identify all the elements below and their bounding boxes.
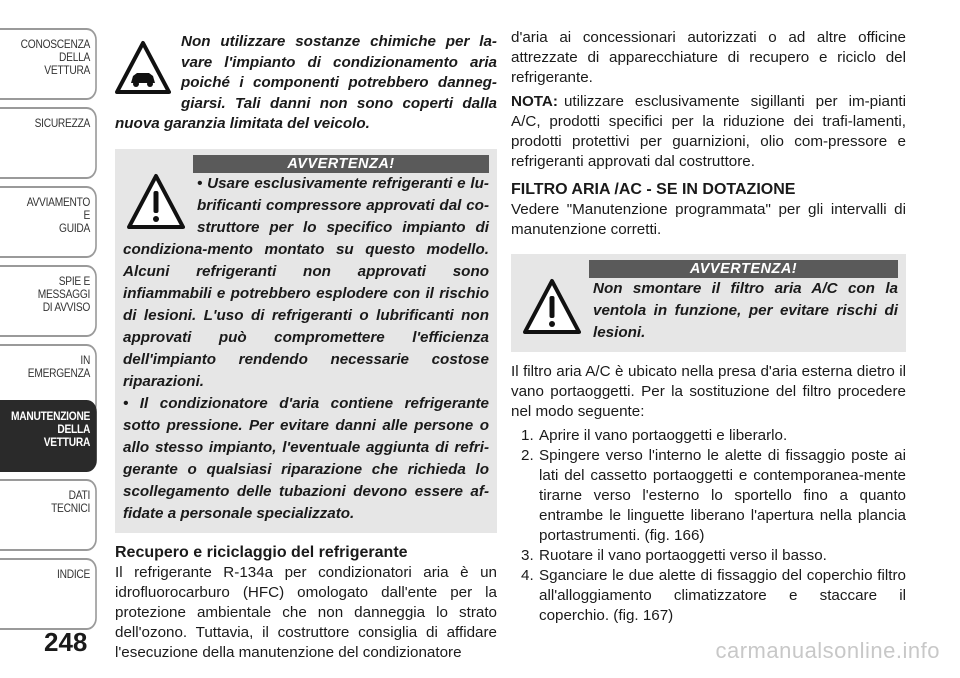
tab-manutenzione-della-vettura[interactable]: MANUTENZIONE DELLA VETTURA: [0, 400, 97, 472]
tab-conoscenza-della-vettura[interactable]: CONOSCENZA DELLA VETTURA: [0, 28, 97, 100]
tab-indice[interactable]: INDICE: [0, 558, 97, 630]
list-item: 1. Aprire il vano portaoggetti e liberarlo.: [521, 427, 788, 444]
tab-dati-tecnici[interactable]: DATI TECNICI: [0, 479, 97, 551]
tab-sicurezza[interactable]: SICUREZZA: [0, 107, 97, 179]
tab-spie-e-messaggi[interactable]: SPIE E MESSAGGI DI AVVISO: [0, 265, 97, 337]
nota-text: utilizzare esclusivamente sigillanti per im-pianti A/C, prodotti specifici per la riduzione dei trafi-lamenti, prodotti protettivi per guarnizioni, olio com-pressore e refrigeranti approvati dal costruttore.: [511, 93, 906, 170]
continued-paragraph: d'aria ai concessionari autorizzati o ad altre officine attrezzate di apparecchiature di recupero e riciclo del refrigerante.: [511, 29, 906, 86]
warning-bullet-2: • Il condizionatore d'aria contiene refrigerante sotto pressione. Per evitare danni alle persone o allo stesso impianto, l'eventuale aggiunta di refri-gerante o qualsiasi riparazione che richieda lo scollegamento delle tubazioni devono essere af-fidate a personale specializzato.: [123, 394, 489, 522]
caution-note: [115, 28, 497, 135]
section-title-refrigerant: Recupero e riciclaggio del refrigerante: [115, 543, 408, 561]
caution-car-icon: [115, 40, 171, 96]
filter-body: Il filtro aria A/C è ubicato nella presa d'aria esterna dietro il vano portaoggetti. Per la sostituzione del filtro procedere nel modo seguente:: [511, 363, 906, 420]
caution-text: Non utilizzare sostanze chimiche per la-vare l'impianto di condizionamento aria poiché i componenti potrebbero danneg-giarsi. Tali danni non sono coperti dalla nuova garanzia limitata del veicolo.: [115, 33, 497, 132]
warning-title: AVVERTENZA!: [589, 260, 898, 278]
warning-text: Non smontare il filtro aria A/C con la ventola in funzione, per evitare rischi di lesioni.: [593, 280, 898, 341]
filter-intro: Vedere "Manutenzione programmata" per gli intervalli di manutenzione corretti.: [511, 201, 906, 238]
warning-box-refrigerants: [115, 149, 497, 533]
tab-avviamento-e-guida[interactable]: AVVIAMENTO E GUIDA: [0, 186, 97, 258]
watermark: carmanualsonline.info: [715, 638, 940, 663]
warning-bullet-1: • Usare esclusivamente refrigeranti e lu-brificanti compressore approvati dal co-struttore per lo specifico impianto di condiziona-mento montato su questo modello. Alcuni refrigeranti non approvati sono infiammabili e potrebbero esplodere con il rischio di lesioni. L'uso di refrigeranti o lubrificanti non approvati può compromettere l'efficienza dell'impianto rendendo necessarie costose riparazioni.: [123, 174, 489, 390]
right-column: [511, 28, 906, 626]
nota-label: NOTA:: [511, 93, 558, 110]
list-item: 3. Ruotare il vano portaoggetti verso il basso.: [521, 547, 827, 564]
nota-paragraph: [511, 92, 906, 172]
list-item: 4. Sganciare le due alette di fissaggio del coperchio filtro all'alloggiamento climatizzatore e staccare il coperchio. (fig. 167): [521, 567, 906, 624]
warning-triangle-icon: [523, 278, 581, 336]
list-item: 2. Spingere verso l'interno le alette di fissaggio poste ai lati del cassetto portaoggetti e contemporanea-mente tirarne verso l'esterno lo sportello fino a quanto entrambe le linguette liberano l'apertura nella plancia portastrumenti. (fig. 166): [521, 447, 906, 544]
warning-triangle-icon: [127, 173, 185, 231]
left-column: [115, 28, 497, 663]
warning-title: AVVERTENZA!: [193, 155, 489, 173]
tab-in-emergenza[interactable]: IN EMERGENZA: [0, 344, 97, 416]
page-number: 248: [44, 627, 88, 657]
section-body-refrigerant: Il refrigerante R-134a per condizionatori aria è un idrofluorocarburo (HFC) omologato dall'ente per la protezione ambientale che non danneggia lo strato dell'ozono. Tuttavia, il costruttore consiglia di affidare l'esecuzione della manutenzione del condizionatore: [115, 563, 497, 661]
section-title-filter: FILTRO ARIA /AC - SE IN DOTAZIONE: [511, 181, 796, 198]
warning-box-filter: [511, 254, 906, 352]
filter-steps-list: [511, 426, 906, 626]
